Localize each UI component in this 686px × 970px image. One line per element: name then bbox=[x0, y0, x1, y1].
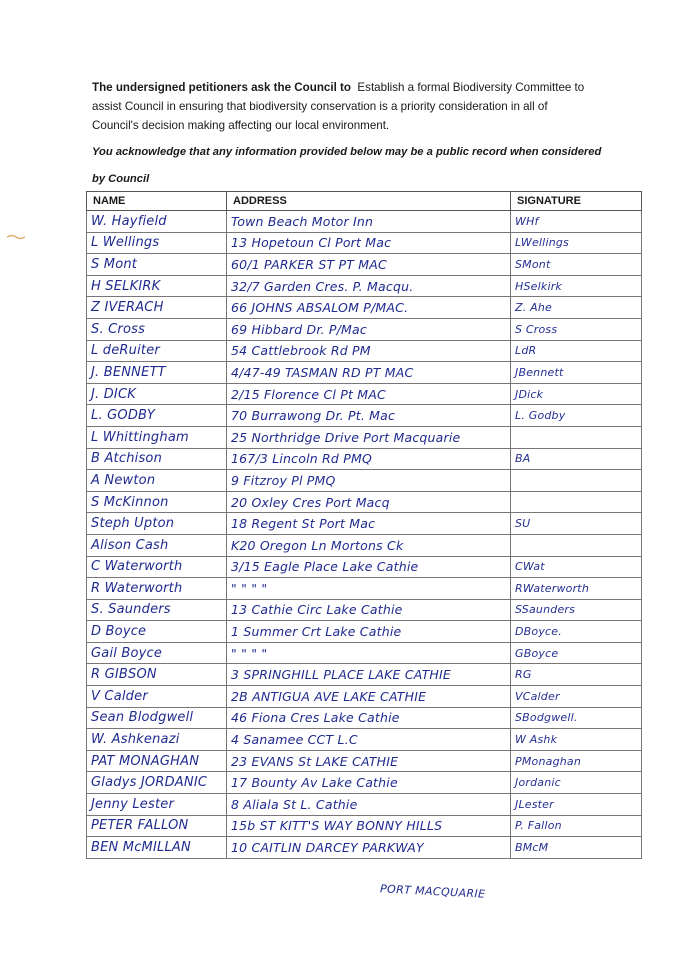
cell-name: S. Saunders bbox=[87, 599, 227, 621]
cell-name: L Whittingham bbox=[87, 426, 227, 448]
cell-signature: P. Fallon bbox=[511, 815, 642, 837]
cell-address: 66 JOHNS ABSALOM P/MAC. bbox=[227, 297, 511, 319]
table-row bbox=[87, 837, 642, 859]
cell-signature: VCalder bbox=[511, 686, 642, 708]
table-row bbox=[87, 211, 642, 233]
table-row bbox=[87, 772, 642, 794]
table-row bbox=[87, 750, 642, 772]
table-row bbox=[87, 383, 642, 405]
cell-signature: RWaterworth bbox=[511, 578, 642, 600]
cell-name: L. GODBY bbox=[87, 405, 227, 427]
cell-name: Gladys JORDANIC bbox=[87, 772, 227, 794]
table-row bbox=[87, 599, 642, 621]
cell-signature: LdR bbox=[511, 340, 642, 362]
cell-address: 9 Fitzroy Pl PMQ bbox=[227, 470, 511, 492]
table-row bbox=[87, 426, 642, 448]
cell-signature bbox=[511, 470, 642, 492]
cell-address: 15b ST KITT'S WAY BONNY HILLS bbox=[227, 815, 511, 837]
table-row bbox=[87, 448, 642, 470]
table-row bbox=[87, 275, 642, 297]
signature-table bbox=[86, 191, 642, 859]
margin-mark bbox=[6, 232, 26, 242]
table-row bbox=[87, 534, 642, 556]
header-signature: SIGNATURE bbox=[511, 192, 642, 211]
cell-address: 32/7 Garden Cres. P. Macqu. bbox=[227, 275, 511, 297]
cell-address: 20 Oxley Cres Port Macq bbox=[227, 491, 511, 513]
cell-signature: CWat bbox=[511, 556, 642, 578]
cell-signature: BMcM bbox=[511, 837, 642, 859]
cell-signature: WHf bbox=[511, 211, 642, 233]
cell-name: H SELKIRK bbox=[87, 275, 227, 297]
public-record-notice: You acknowledge that any information provided below may be a public record when considered by Council bbox=[92, 146, 602, 185]
cell-signature: Z. Ahe bbox=[511, 297, 642, 319]
cell-name: BEN McMILLAN bbox=[87, 837, 227, 859]
table-row bbox=[87, 642, 642, 664]
cell-address: 3/15 Eagle Place Lake Cathie bbox=[227, 556, 511, 578]
table-row bbox=[87, 491, 642, 513]
cell-address: 10 CAITLIN DARCEY PARKWAY bbox=[227, 837, 511, 859]
cell-address: " " " " bbox=[227, 642, 511, 664]
cell-address: 18 Regent St Port Mac bbox=[227, 513, 511, 535]
petition-statement bbox=[92, 78, 592, 135]
cell-signature: JBennett bbox=[511, 362, 642, 384]
table-row bbox=[87, 318, 642, 340]
cell-signature: W Ashk bbox=[511, 729, 642, 751]
cell-name: W. Hayfield bbox=[87, 211, 227, 233]
table-row bbox=[87, 686, 642, 708]
table-row bbox=[87, 254, 642, 276]
cell-address: 3 SPRINGHILL PLACE LAKE CATHIE bbox=[227, 664, 511, 686]
table-row bbox=[87, 815, 642, 837]
cell-name: S. Cross bbox=[87, 318, 227, 340]
cell-name: L deRuiter bbox=[87, 340, 227, 362]
cell-signature: HSelkirk bbox=[511, 275, 642, 297]
cell-address: K20 Oregon Ln Mortons Ck bbox=[227, 534, 511, 556]
cell-name: V Calder bbox=[87, 686, 227, 708]
cell-name: Z IVERACH bbox=[87, 297, 227, 319]
cell-signature bbox=[511, 491, 642, 513]
cell-address: 1 Summer Crt Lake Cathie bbox=[227, 621, 511, 643]
cell-name: D Boyce bbox=[87, 621, 227, 643]
cell-signature: JDick bbox=[511, 383, 642, 405]
cell-address: 46 Fiona Cres Lake Cathie bbox=[227, 707, 511, 729]
cell-address: 4 Sanamee CCT L.C bbox=[227, 729, 511, 751]
table-row bbox=[87, 556, 642, 578]
cell-signature: SBodgwell. bbox=[511, 707, 642, 729]
cell-address: 13 Hopetoun Cl Port Mac bbox=[227, 232, 511, 254]
cell-signature: DBoyce. bbox=[511, 621, 642, 643]
cell-signature bbox=[511, 426, 642, 448]
table-row bbox=[87, 297, 642, 319]
cell-name: L Wellings bbox=[87, 232, 227, 254]
header-name: NAME bbox=[87, 192, 227, 211]
cell-signature: L. Godby bbox=[511, 405, 642, 427]
cell-signature: SSaunders bbox=[511, 599, 642, 621]
cell-name: Steph Upton bbox=[87, 513, 227, 535]
cell-signature bbox=[511, 534, 642, 556]
cell-signature: PMonaghan bbox=[511, 750, 642, 772]
cell-address: 167/3 Lincoln Rd PMQ bbox=[227, 448, 511, 470]
cell-name: B Atchison bbox=[87, 448, 227, 470]
cell-signature: Jordanic bbox=[511, 772, 642, 794]
cell-name: Alison Cash bbox=[87, 534, 227, 556]
cell-address: 70 Burrawong Dr. Pt. Mac bbox=[227, 405, 511, 427]
address-continuation: PORT MACQUARIE bbox=[379, 882, 486, 901]
table-row bbox=[87, 513, 642, 535]
header-address: ADDRESS bbox=[227, 192, 511, 211]
table-row bbox=[87, 794, 642, 816]
cell-name: PAT MONAGHAN bbox=[87, 750, 227, 772]
cell-address: 8 Aliala St L. Cathie bbox=[227, 794, 511, 816]
cell-address: Town Beach Motor Inn bbox=[227, 211, 511, 233]
cell-signature: S Cross bbox=[511, 318, 642, 340]
cell-address: 25 Northridge Drive Port Macquarie bbox=[227, 426, 511, 448]
cell-name: R GIBSON bbox=[87, 664, 227, 686]
table-row bbox=[87, 340, 642, 362]
table-row bbox=[87, 578, 642, 600]
cell-name: C Waterworth bbox=[87, 556, 227, 578]
cell-signature: JLester bbox=[511, 794, 642, 816]
cell-address: 23 EVANS St LAKE CATHIE bbox=[227, 750, 511, 772]
cell-address: 13 Cathie Circ Lake Cathie bbox=[227, 599, 511, 621]
petition-lead: The undersigned petitioners ask the Council to bbox=[92, 81, 351, 94]
table-header-row bbox=[87, 192, 642, 211]
cell-address: 54 Cattlebrook Rd PM bbox=[227, 340, 511, 362]
cell-signature: RG bbox=[511, 664, 642, 686]
table-row bbox=[87, 664, 642, 686]
cell-address: " " " " bbox=[227, 578, 511, 600]
signature-rows bbox=[87, 211, 642, 859]
cell-name: A Newton bbox=[87, 470, 227, 492]
cell-name: S Mont bbox=[87, 254, 227, 276]
cell-signature: GBoyce bbox=[511, 642, 642, 664]
table-row bbox=[87, 232, 642, 254]
table-row bbox=[87, 362, 642, 384]
cell-name: Jenny Lester bbox=[87, 794, 227, 816]
cell-name: R Waterworth bbox=[87, 578, 227, 600]
cell-name: W. Ashkenazi bbox=[87, 729, 227, 751]
cell-name: Gail Boyce bbox=[87, 642, 227, 664]
cell-signature: LWellings bbox=[511, 232, 642, 254]
cell-address: 69 Hibbard Dr. P/Mac bbox=[227, 318, 511, 340]
cell-address: 60/1 PARKER ST PT MAC bbox=[227, 254, 511, 276]
table-row bbox=[87, 470, 642, 492]
cell-address: 2B ANTIGUA AVE LAKE CATHIE bbox=[227, 686, 511, 708]
cell-address: 2/15 Florence Cl Pt MAC bbox=[227, 383, 511, 405]
cell-signature: SMont bbox=[511, 254, 642, 276]
petition-request: Establish a formal Biodiversity Committee to assist Council in ensuring that biodiversity conservation is a priority consideration in all of Council's decision making affecting our local environment. bbox=[92, 81, 585, 132]
cell-name: S McKinnon bbox=[87, 491, 227, 513]
cell-name: J. DICK bbox=[87, 383, 227, 405]
table-row bbox=[87, 405, 642, 427]
cell-name: PETER FALLON bbox=[87, 815, 227, 837]
table-row bbox=[87, 729, 642, 751]
table-row bbox=[87, 621, 642, 643]
cell-signature: SU bbox=[511, 513, 642, 535]
cell-signature: BA bbox=[511, 448, 642, 470]
cell-address: 17 Bounty Av Lake Cathie bbox=[227, 772, 511, 794]
cell-name: Sean Blodgwell bbox=[87, 707, 227, 729]
cell-name: J. BENNETT bbox=[87, 362, 227, 384]
table-row bbox=[87, 707, 642, 729]
cell-address: 4/47-49 TASMAN RD PT MAC bbox=[227, 362, 511, 384]
